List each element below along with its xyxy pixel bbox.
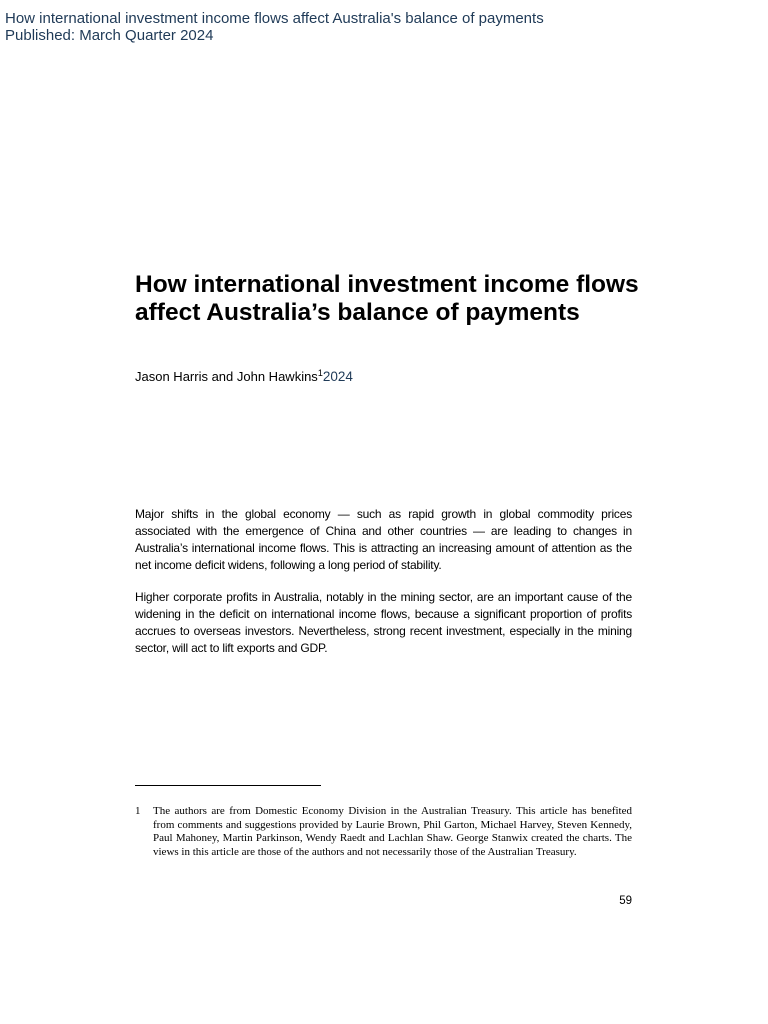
footnote-number: 1 (135, 805, 141, 817)
page-number: 59 (619, 895, 632, 907)
footnote (135, 805, 632, 859)
author-footnote-ref: 1 (317, 368, 323, 378)
header-published-date: Published: March Quarter 2024 (5, 27, 214, 44)
byline (135, 368, 353, 386)
article-title: How international investment income flows affect Australia’s balance of payments (135, 271, 639, 326)
paragraph-1: Major shifts in the global economy — such as rapid growth in global commodity prices associated with the emergence of China and other countries — are leading to changes in Australia’s international income flows. This is attracting an increasing amount of attention as the net income deficit widens, following a long period of stability. (135, 507, 632, 572)
publication-year: 2024 (322, 369, 353, 384)
footnote-text: The authors are from Domestic Economy Division in the Australian Treasury. This article has benefited from comments and suggestions provided by Laurie Brown, Phil Garton, Michael Harvey, Steven Kennedy, Paul Mahoney, Martin Parkinson, Wendy Raedt and Lachlan Shaw. George Stanwix created the charts. The views in this article are those of the authors and not necessarily those of the Australian Treasury. (153, 805, 632, 858)
authors: Jason Harris and John Hawkins (135, 369, 318, 384)
footnote-divider (135, 785, 321, 786)
header-title: How international investment income flows affect Australia's balance of payments (5, 10, 544, 27)
paragraph-2: Higher corporate profits in Australia, notably in the mining sector, are an important cause of the widening in the deficit on international income flows, because a significant proportion of profits accrues to overseas investors. Nevertheless, strong recent investment, especially in the mining sector, will act to lift exports and GDP. (135, 590, 632, 655)
document-header (5, 10, 544, 44)
